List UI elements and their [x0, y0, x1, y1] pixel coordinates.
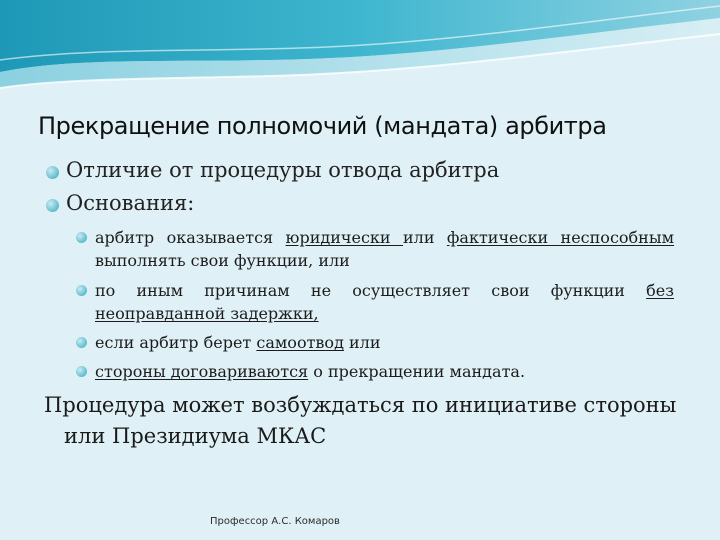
ground-text: по иным причинам не осуществляет свои функции без неоправданной задержки,: [95, 281, 674, 323]
ground-text: стороны договариваются о прекращении мандата.: [95, 362, 526, 381]
round-bullet-icon: [76, 366, 87, 377]
point-label: Отличие от процедуры отвода арбитра: [66, 158, 500, 182]
round-bullet-icon: [46, 199, 59, 212]
round-bullet-icon: [76, 232, 87, 243]
point-label: Основания:: [66, 191, 195, 215]
header-wave-decoration: [0, 0, 720, 110]
procedure-paragraph: Процедура может возбуждаться по инициативе стороны или Президиума МКАС: [44, 393, 677, 448]
ground-text: если арбитр берет самоотвод или: [95, 333, 381, 352]
ground-text: арбитр оказывается юридически или фактически неспособным выполнять свои функции, или: [95, 228, 675, 270]
round-bullet-icon: [46, 166, 59, 179]
round-bullet-icon: [76, 285, 87, 296]
round-bullet-icon: [76, 337, 87, 348]
footer-author: Профессор А.С. Комаров: [210, 516, 340, 527]
slide-title: Прекращение полномочий (мандата) арбитра: [38, 112, 607, 140]
